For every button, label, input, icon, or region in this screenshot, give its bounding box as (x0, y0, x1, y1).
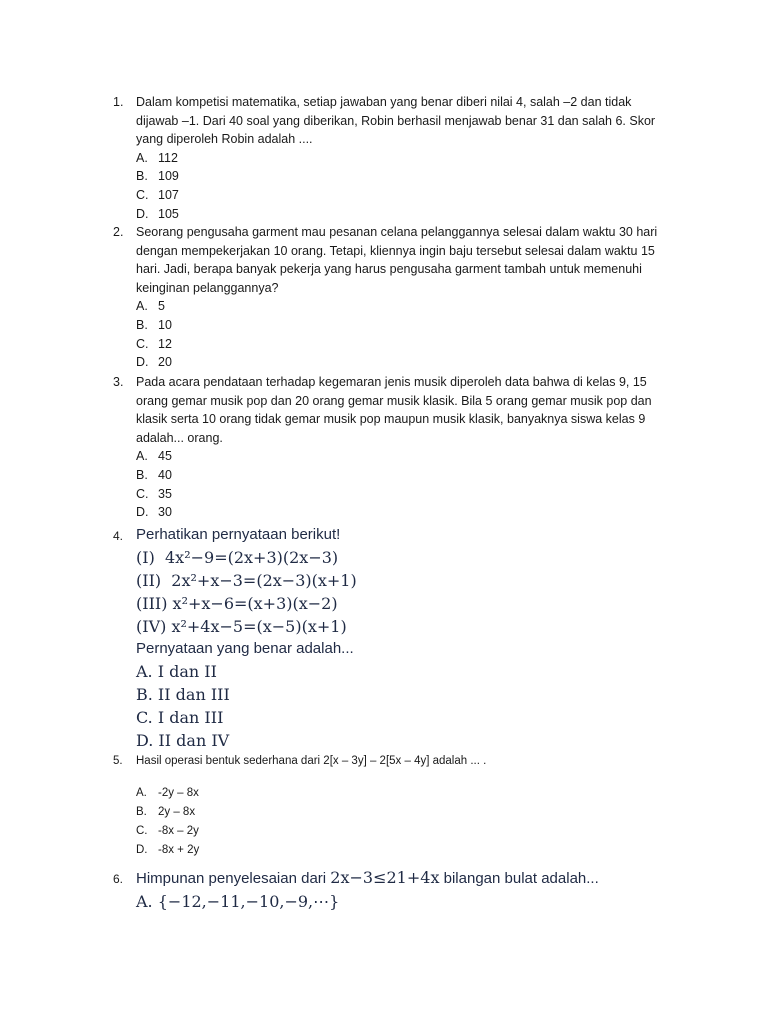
q1-option-b (136, 167, 676, 186)
question-2 (136, 223, 676, 372)
statement-expression: 2x²+x−3=(2x−3)(x+1) (171, 571, 357, 590)
statement-label: (IV) (136, 617, 167, 636)
question-3-text: Pada acara pendataan terhadap kegemaran jenis musik diperoleh data bahwa di kelas 9, 15 orang gemar musik pop dan 20 orang gemar musik klasik. Bila 5 orang gemar musik pop dan klasik serta 10 orang tidak gemar musik pop maupun musik klasik, banyaknya siswa kelas 9 adalah... orang. (136, 375, 652, 445)
q6-option-a: A. {−12,−11,−10,−9,⋯} (136, 892, 340, 911)
option-letter: C. (136, 336, 149, 351)
q3-option-d (136, 503, 676, 522)
option-letter: B. (136, 317, 148, 332)
question-1-number: 1. (113, 95, 124, 109)
q4-option-d: D. II dan IV (136, 731, 230, 750)
option-letter: D. (136, 206, 149, 221)
statement-label: (I) (136, 548, 155, 567)
q3-option-c (136, 485, 676, 504)
question-6-text-after: bilangan bulat adalah... (439, 870, 599, 887)
option-letter: A. (136, 299, 148, 314)
question-1-text: Dalam kompetisi matematika, setiap jawaban yang benar diberi nilai 4, salah –2 dan tidak dijawab –1. Dari 40 soal yang diberikan, Robin berhasil menjawab benar 31 dan salah 6. Skor yang diperoleh Robin adalah .... (136, 95, 656, 147)
option-text: 12 (158, 336, 172, 351)
question-6-text-before: Himpunan penyelesaian dari (136, 870, 331, 887)
q4-option-b: B. II dan III (136, 685, 230, 704)
statement-3 (136, 592, 676, 615)
option-text: 107 (158, 187, 179, 202)
question-5-text: Hasil operasi bentuk sederhana dari 2[x – 3y] – 2[5x – 4y] adalah ... . (136, 755, 487, 767)
option-text: 105 (158, 206, 179, 221)
option-letter: A. (136, 449, 148, 464)
question-3-number: 3. (113, 375, 124, 389)
q2-option-b (136, 316, 676, 335)
option-text: 20 (158, 355, 172, 370)
q4-option-c: C. I dan III (136, 708, 224, 727)
question-6-number: 6. (113, 872, 124, 886)
question-5-number: 5. (113, 755, 123, 767)
option-text: 45 (158, 449, 172, 464)
q5-option-b (136, 803, 676, 822)
question-4-number: 4. (113, 529, 124, 543)
statement-4 (136, 615, 676, 638)
q2-option-a (136, 297, 676, 316)
option-letter: B. (136, 169, 148, 184)
option-text: 30 (158, 505, 172, 520)
statement-expression: 4x²−9=(2x+3)(2x−3) (164, 548, 339, 567)
option-letter: D. (136, 355, 149, 370)
option-text: 10 (158, 317, 172, 332)
option-text: 5 (158, 299, 165, 314)
option-text: -2y – 8x (158, 787, 199, 799)
q3-option-a (136, 447, 676, 466)
option-text: -8x – 2y (158, 825, 199, 837)
q5-option-c (136, 822, 676, 841)
option-letter: B. (136, 806, 147, 818)
q3-option-b (136, 466, 676, 485)
q5-option-a (136, 784, 676, 803)
option-text: 109 (158, 169, 179, 184)
question-4-intro: Perhatikan pernyataan berikut! (136, 526, 341, 543)
statement-label: (III) (136, 594, 168, 613)
statement-2 (136, 569, 676, 592)
q2-option-d (136, 353, 676, 372)
question-1 (136, 93, 676, 223)
q4-option-a: A. I dan II (136, 662, 217, 681)
q2-option-c (136, 335, 676, 354)
question-6-text (136, 867, 676, 890)
question-5 (136, 752, 676, 860)
option-letter: C. (136, 825, 148, 837)
option-letter: B. (136, 467, 148, 482)
question-2-number: 2. (113, 225, 124, 239)
option-letter: A. (136, 787, 147, 799)
option-text: 35 (158, 486, 172, 501)
question-6-expression: 2x−3≤21+4x (330, 868, 440, 887)
option-text: -8x + 2y (158, 844, 200, 856)
statement-expression: x²+x−6=(x+3)(x−2) (172, 594, 338, 613)
option-letter: C. (136, 486, 149, 501)
option-letter: D. (136, 505, 149, 520)
statement-expression: x²+4x−5=(x−5)(x+1) (171, 617, 347, 636)
q1-option-c (136, 186, 676, 205)
question-4 (136, 524, 676, 752)
option-text: 2y – 8x (158, 806, 196, 818)
q1-option-d (136, 205, 676, 224)
q1-option-a (136, 149, 676, 168)
option-text: 40 (158, 467, 172, 482)
statement-1 (136, 546, 676, 569)
question-6 (136, 867, 676, 913)
question-4-prompt: Pernyataan yang benar adalah... (136, 640, 354, 657)
option-letter: C. (136, 187, 149, 202)
q5-option-d (136, 841, 676, 860)
option-letter: D. (136, 844, 148, 856)
question-2-text: Seorang pengusaha garment mau pesanan celana pelanggannya selesai dalam waktu 30 hari dengan mempekerjakan 10 orang. Tetapi, kliennya ingin baju tersebut selesai dalam waktu 15 hari. Jadi, berapa banyak pekerja yang harus pengusaha garment tambah untuk memenuhi keinginan pelanggannya? (136, 225, 658, 295)
option-text: 112 (158, 150, 178, 165)
question-3 (136, 373, 676, 522)
option-letter: A. (136, 150, 148, 165)
statement-label: (II) (136, 571, 162, 590)
